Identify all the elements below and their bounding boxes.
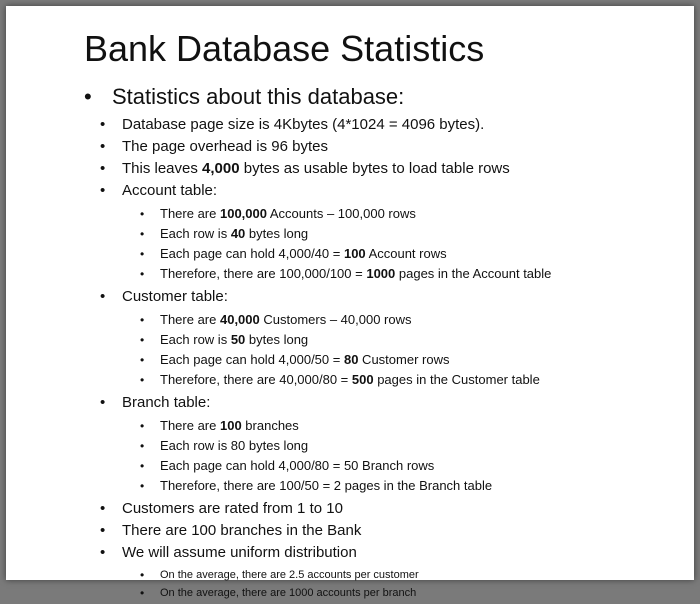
list-item: • On the average, there are 2.5 accounts per customer — [140, 568, 419, 582]
list-item: • Each page can hold 4,000/40 = 100 Account rows — [140, 246, 447, 261]
list-item: • There are 100 branches in the Bank — [100, 522, 362, 539]
list-item: • Each page can hold 4,000/80 = 50 Branch rows — [140, 458, 435, 473]
branch-sublist — [134, 416, 551, 496]
account-table-heading: • Account table: • There are 100,000 Accounts – 100,000 rows • Each row is 40 bytes long • Each page can hold 4,000/40 = 100 Account rows • Therefore, there are 100,000/100 = 1000 pages in the Account table — [94, 180, 551, 284]
list-item: • On the average, there are 1000 accounts per branch — [140, 586, 417, 600]
slide — [6, 6, 694, 600]
account-sublist — [134, 204, 551, 284]
customer-sublist — [134, 310, 551, 390]
list-item: • This leaves 4,000 bytes as usable bytes to load table rows — [100, 160, 510, 177]
main-bullet-list — [84, 84, 551, 604]
list-item: • Each page can hold 4,000/50 = 80 Customer rows — [140, 352, 450, 367]
top-bullet: • Statistics about this database: — [84, 84, 551, 110]
list-item: • Database page size is 4Kbytes (4*1024 = 4096 bytes). — [100, 116, 485, 133]
list-item: • There are 40,000 Customers – 40,000 rows — [140, 312, 412, 327]
customer-table-heading: • Customer table: • There are 40,000 Customers – 40,000 rows • Each row is 50 bytes long • Each page can hold 4,000/50 = 80 Customer rows • Therefore, there are 40,000/80 = 500 pages in the Customer table — [94, 286, 551, 390]
uniform-sublist — [134, 566, 551, 602]
list-item: • Therefore, there are 40,000/80 = 500 pages in the Customer table — [140, 372, 540, 387]
branch-table-heading: • Branch table: • There are 100 branches • Each row is 80 bytes long • Each page can hold 4,000/80 = 50 Branch rows • Therefore, there are 100/50 = 2 pages in the Branch table — [94, 392, 551, 496]
list-item: • There are 100 branches — [140, 418, 299, 433]
slide-title: Bank Database Statistics — [84, 28, 485, 69]
list-item: • Customers are rated from 1 to 10 — [100, 500, 343, 517]
list-item: • Each row is 50 bytes long — [140, 332, 309, 347]
list-item: • Each row is 40 bytes long — [140, 226, 309, 241]
list-item: • There are 100,000 Accounts – 100,000 rows — [140, 206, 416, 221]
list-item: • We will assume uniform distribution • On the average, there are 2.5 accounts per customer • On the average, there are 1000 accounts per branch — [94, 542, 551, 602]
list-item: • Each row is 80 bytes long — [140, 438, 309, 453]
list-item: • Therefore, there are 100/50 = 2 pages in the Branch table — [140, 478, 493, 493]
statistics-list — [94, 114, 551, 602]
list-item: • The page overhead is 96 bytes — [100, 138, 328, 155]
list-item: • Therefore, there are 100,000/100 = 1000 pages in the Account table — [140, 266, 552, 281]
